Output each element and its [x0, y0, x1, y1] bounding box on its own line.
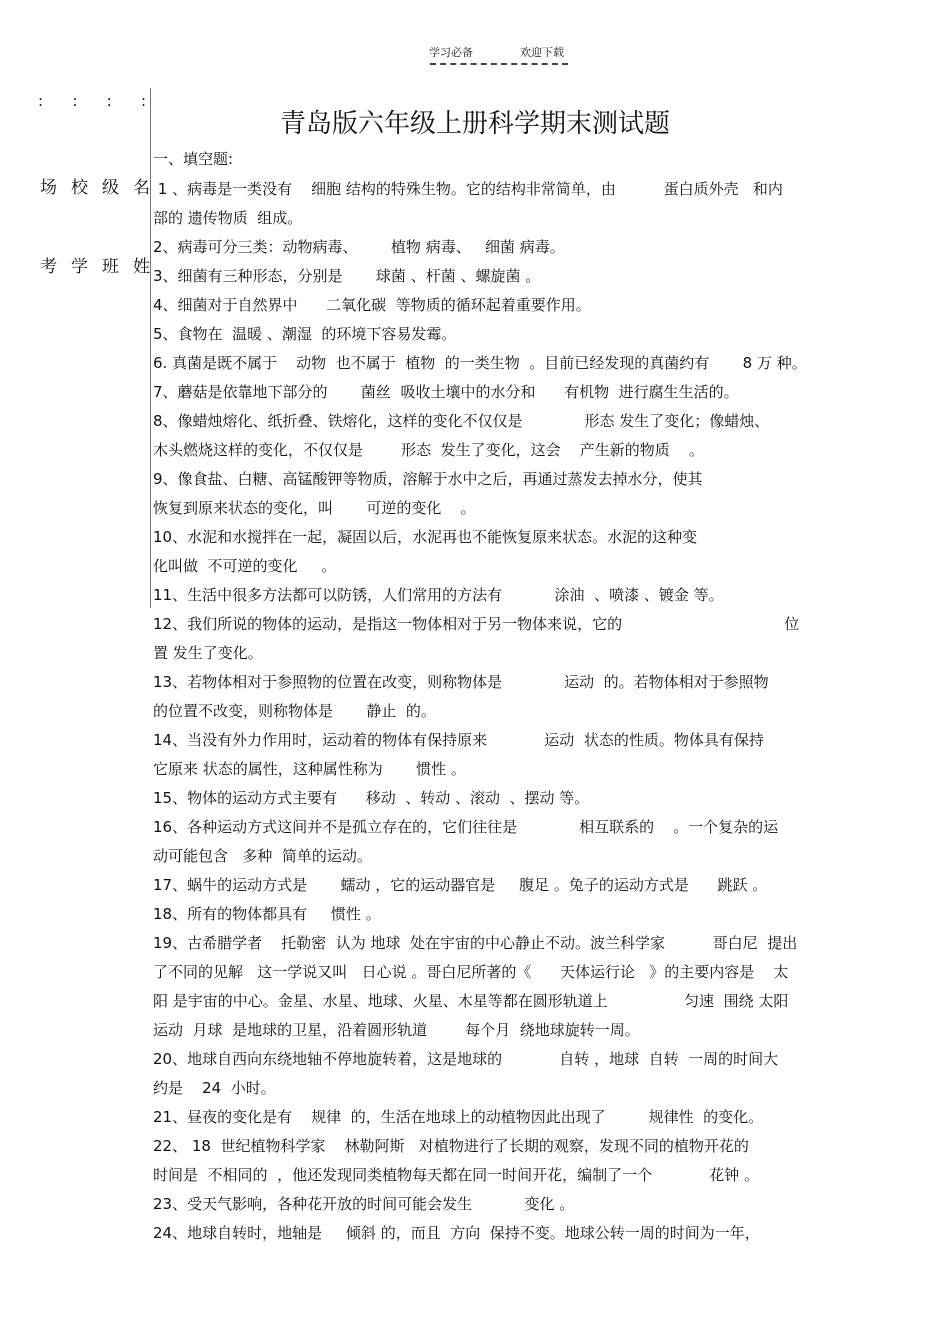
question-line: 6. 真菌是既不属于 动物 也不属于 植物 的一类生物 。目前已经发现的真菌约有 8 万 种。: [153, 354, 807, 372]
margin-char: 班: [102, 257, 119, 277]
question-line: 3、细菌有三种形态，分别是 球菌 、杆菌 、螺旋菌 。: [153, 267, 541, 285]
margin-char: 姓: [133, 257, 150, 277]
question-line: 7、蘑菇是依靠地下部分的 菌丝 吸收土壤中的水分和 有机物 进行腐生生活的。: [153, 383, 739, 401]
question-line: 恢复到原来状态的变化，叫 可逆的变化 。: [153, 499, 476, 517]
section-heading: 一、填空题:: [153, 150, 234, 168]
question-line: 12、我们所说的物体的运动，是指这一物体相对于另一物体来说，它的 位: [153, 615, 800, 633]
question-line: 2、病毒可分三类：动物病毒、 植物 病毒、 细菌 病毒。: [153, 238, 565, 256]
margin-char: 学: [71, 257, 88, 277]
question-line: 运动 月球 是地球的卫星，沿着圆形轨道 每个月 绕地球旋转一周。: [153, 1021, 640, 1039]
question-line: 13、若物体相对于参照物的位置在改变，则称物体是 运动 的。若物体相对于参照物: [153, 673, 769, 691]
question-line: 部的 遗传物质 组成。: [153, 209, 303, 227]
question-line: 11、生活中很多方法都可以防锈，人们常用的方法有 涂油 、喷漆 、镀金 等。: [153, 586, 724, 604]
question-line: 19、古希腊学者 托勒密 认为 地球 处在宇宙的中心静止不动。波兰科学家 哥白尼 提出: [153, 934, 798, 952]
question-line: 15、物体的运动方式主要有 移动 、转动 、滚动 、摆动 等。: [153, 789, 590, 807]
document-title: 青岛版六年级上册科学期末测试题: [279, 109, 670, 139]
question-line: 1 、病毒是一类没有 细胞 结构的特殊生物。它的结构非常简单，由 蛋白质外壳 和内: [153, 180, 783, 198]
question-line: 24、地球自转时，地轴是 倾斜 的，而且 方向 保持不变。地球公转一周的时间为一年，: [153, 1224, 760, 1242]
margin-char: 场: [40, 178, 57, 198]
question-line: 10、水泥和水搅拌在一起，凝固以后，水泥再也不能恢复原来状态。水泥的这种变: [153, 528, 698, 546]
question-line: 化叫做 不可逆的变化 。: [153, 557, 337, 575]
question-lines: [153, 175, 863, 1248]
question-line: 22、 18 世纪植物科学家 林勒阿斯 对植物进行了长期的观察，发现不同的植物开花的: [153, 1137, 749, 1155]
question-line: 5、食物在 温暖 、潮湿 的环境下容易发霉。: [153, 325, 457, 343]
question-line: 14、当没有外力作用时，运动着的物体有保持原来 运动 状态的性质。物体具有保持: [153, 731, 764, 749]
binding-margin-row-2: [40, 252, 150, 277]
question-line: 了不同的见解 这一学说又叫 日心说 。哥白尼所著的《 天体运行论 》的主要内容是 太: [153, 963, 789, 981]
question-line: 木头燃烧这样的变化，不仅仅是 形态 发生了变化，这会 产生新的物质 。: [153, 441, 704, 459]
margin-colon: :: [72, 92, 78, 110]
question-line: 约是 24 小时。: [153, 1079, 276, 1097]
margin-char: 名: [133, 178, 150, 198]
question-line: 8、像蜡烛熔化、纸折叠、铁熔化，这样的变化不仅仅是 形态 发生了变化；像蜡烛、: [153, 412, 770, 430]
question-line: 动可能包含 多种 简单的运动。: [153, 847, 372, 865]
binding-margin-line: [150, 88, 151, 608]
question-line: 21、昼夜的变化是有 规律 的，生活在地球上的动植物因此出现了 规律性 的变化。: [153, 1108, 764, 1126]
header-dashed-rule: [430, 63, 568, 65]
question-line: 置 发生了变化。: [153, 644, 263, 662]
question-line: 18、所有的物体都具有 惯性 。: [153, 905, 381, 923]
question-line: 时间是 不相同的 ，他还发现同类植物每天都在同一时间开花，编制了一个 花钟 。: [153, 1166, 760, 1184]
question-line: 17、蜗牛的运动方式是 蠕动 ，它的运动器官是 腹足 。兔子的运动方式是 跳跃 。: [153, 876, 768, 894]
question-line: 20、地球自西向东绕地轴不停地旋转着，这是地球的 自转 ，地球 自转 一周的时间大: [153, 1050, 779, 1068]
question-content: [153, 148, 863, 1248]
header-right-text: 欢迎下载: [520, 46, 564, 59]
question-line: 阳 是宇宙的中心。金星、水星、地球、火星、木星等都在圆形轨道上 匀速 围绕 太阳: [153, 992, 789, 1010]
margin-char: 级: [102, 178, 119, 198]
question-line: 23、受天气影响，各种花开放的时间可能会发生 变化 。: [153, 1195, 575, 1213]
binding-margin-row-1: [40, 173, 150, 198]
question-line: 9、像食盐、白糖、高锰酸钾等物质，溶解于水中之后，再通过蒸发去掉水分，使其: [153, 470, 703, 488]
header-left-text: 学习必备: [429, 46, 473, 59]
margin-char: 考: [40, 257, 57, 277]
margin-colon: :: [38, 92, 44, 110]
question-line: 4、细菌对于自然界中 二氧化碳 等物质的循环起着重要作用。: [153, 296, 591, 314]
question-line: 的位置不改变，则称物体是 静止 的。: [153, 702, 436, 720]
margin-char: 校: [71, 178, 88, 198]
question-line: 16、各种运动方式这间并不是孤立存在的，它们往往是 相互联系的 。一个复杂的运: [153, 818, 779, 836]
margin-colon: :: [140, 92, 146, 110]
question-line: 它原来 状态的属性，这种属性称为 惯性 。: [153, 760, 466, 778]
margin-colon: :: [106, 92, 112, 110]
